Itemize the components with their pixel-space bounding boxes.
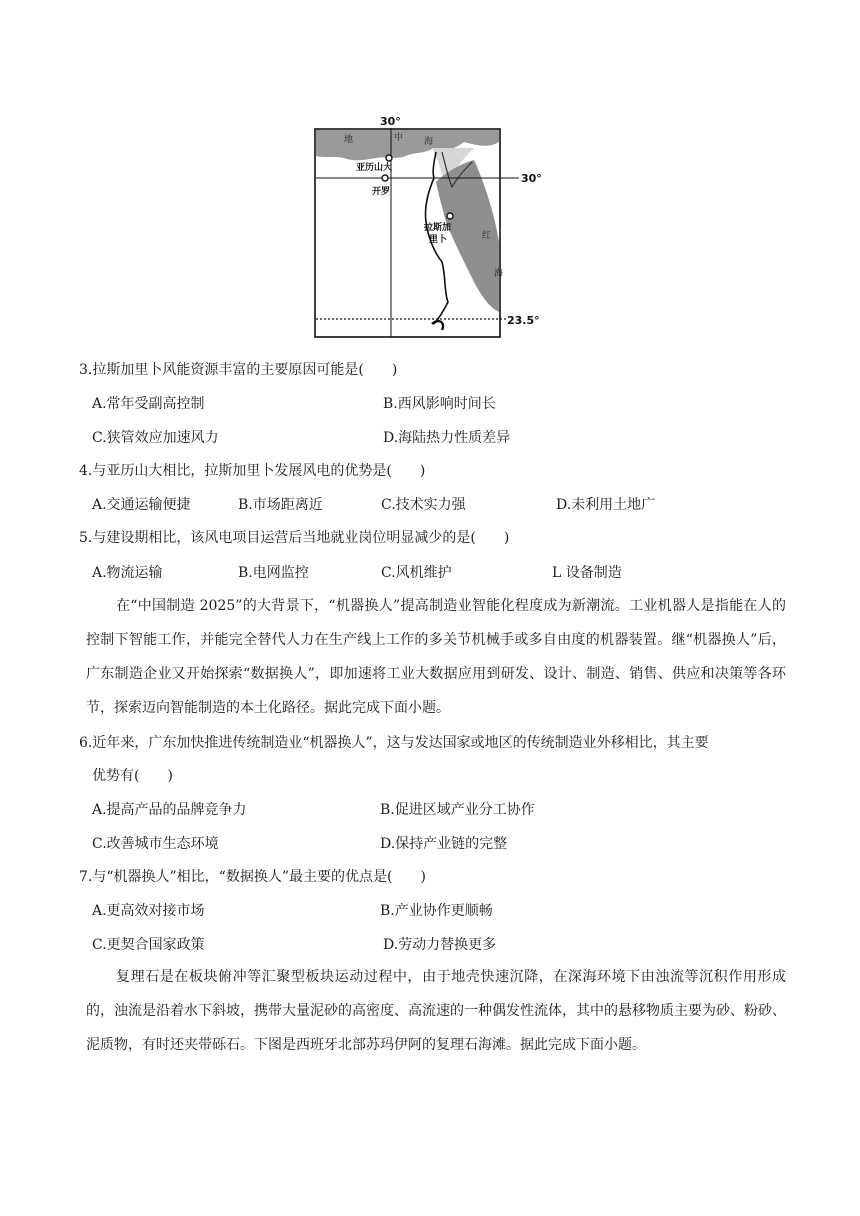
ras-gharib-marker bbox=[447, 213, 453, 219]
sea-med-3: 海 bbox=[424, 137, 434, 147]
lat-top-label: 30° bbox=[380, 115, 401, 128]
q3-stem: 3.拉斯加里卜风能资源丰富的主要原因可能是( ) bbox=[79, 362, 398, 378]
q3-option-b: B.西风影响时间长 bbox=[383, 396, 496, 412]
q6-option-d: D.保持产业链的完整 bbox=[380, 836, 508, 852]
q6-option-c: C.改善城市生态环境 bbox=[92, 836, 219, 852]
sea-red-1: 红 bbox=[482, 231, 492, 241]
q5-option-d: L 设备制造 bbox=[552, 565, 622, 581]
sea-med-1: 地 bbox=[344, 135, 354, 145]
q3-option-d: D.海陆热力性质差异 bbox=[383, 430, 511, 446]
q7-option-c: C.更契合国家政策 bbox=[92, 937, 205, 953]
ras-gharib-label-2: 里卜 bbox=[429, 235, 448, 245]
q4-option-a: A.交通运输便捷 bbox=[92, 497, 191, 513]
alexandria-marker bbox=[386, 155, 392, 161]
alexandria-label: 亚历山大 bbox=[356, 163, 393, 173]
cairo-marker bbox=[382, 175, 388, 181]
q4-option-c: C.技术实力强 bbox=[381, 497, 466, 513]
passage-robots: 在“中国制造 2025”的大背景下，“机器换人”提高制造业智能化程度成为新潮流。工业机器人是指能在人的控制下智能工作，并能完全替代人力在生产线上工作的多关节机械手或多自由度的机器装置。继“机器换人”后，广东制造企业又开始探索“数据换人”，即加速将工业大数据应用到研发、设计、制造、销售、供应和决策等各环节，探索迈向智能制造的本土化路径。据此完成下面小题。 bbox=[86, 598, 786, 716]
q6-stem-line1: 6.近年来，广东加快推进传统制造业“机器换人”，这与发达国家或地区的传统制造业外移相比，其主要 bbox=[79, 735, 709, 751]
q5-stem: 5.与建设期相比，该风电项目运营后当地就业岗位明显减少的是( ) bbox=[79, 530, 510, 546]
q4-stem: 4.与亚历山大相比，拉斯加里卜发展风电的优势是( ) bbox=[79, 463, 426, 479]
ras-gharib-label-1: 拉斯加 bbox=[424, 223, 452, 233]
sea-red-2: 海 bbox=[494, 269, 504, 279]
q7-option-a: A.更高效对接市场 bbox=[92, 903, 205, 919]
sea-med-2: 中 bbox=[394, 133, 404, 143]
q5-option-b: B.电网监控 bbox=[238, 565, 309, 581]
q3-option-a: A.常年受副高控制 bbox=[92, 396, 205, 412]
q7-stem: 7.与“机器换人”相比，“数据换人”最主要的优点是( ) bbox=[79, 869, 426, 885]
q6-stem-line2: 优势有( ) bbox=[92, 768, 173, 784]
q7-option-d: D.劳动力替换更多 bbox=[383, 937, 497, 953]
q6-option-b: B.促进区域产业分工协作 bbox=[380, 802, 535, 818]
q4-option-d: D.未利用土地广 bbox=[556, 497, 656, 513]
q5-option-a: A.物流运输 bbox=[92, 565, 163, 581]
passage-flysch: 复理石是在板块俯冲等汇聚型板块运动过程中，由于地壳快速沉降，在深海环境下由浊流等沉积作用形成的，浊流是沿着水下斜坡，携带大量泥砂的高密度、高流速的一种偶发性流体，其中的悬移物质主要为砂、粉砂、泥质物，有时还夹带砾石。下图是西班牙北部苏玛伊阿的复理石海滩。据此完成下面小题。 bbox=[86, 969, 786, 1053]
lat-bottom-label: 23.5° bbox=[507, 314, 540, 327]
lat-right-label: 30° bbox=[521, 172, 542, 185]
q4-option-b: B.市场距离近 bbox=[238, 497, 323, 513]
q7-option-b: B.产业协作更顺畅 bbox=[380, 903, 493, 919]
q3-option-c: C.狭管效应加速风力 bbox=[92, 430, 219, 446]
q6-option-a: A.提高产品的品牌竞争力 bbox=[92, 802, 247, 818]
egypt-map bbox=[314, 112, 546, 340]
cairo-label: 开罗 bbox=[372, 187, 391, 197]
q5-option-c: C.风机维护 bbox=[381, 565, 452, 581]
